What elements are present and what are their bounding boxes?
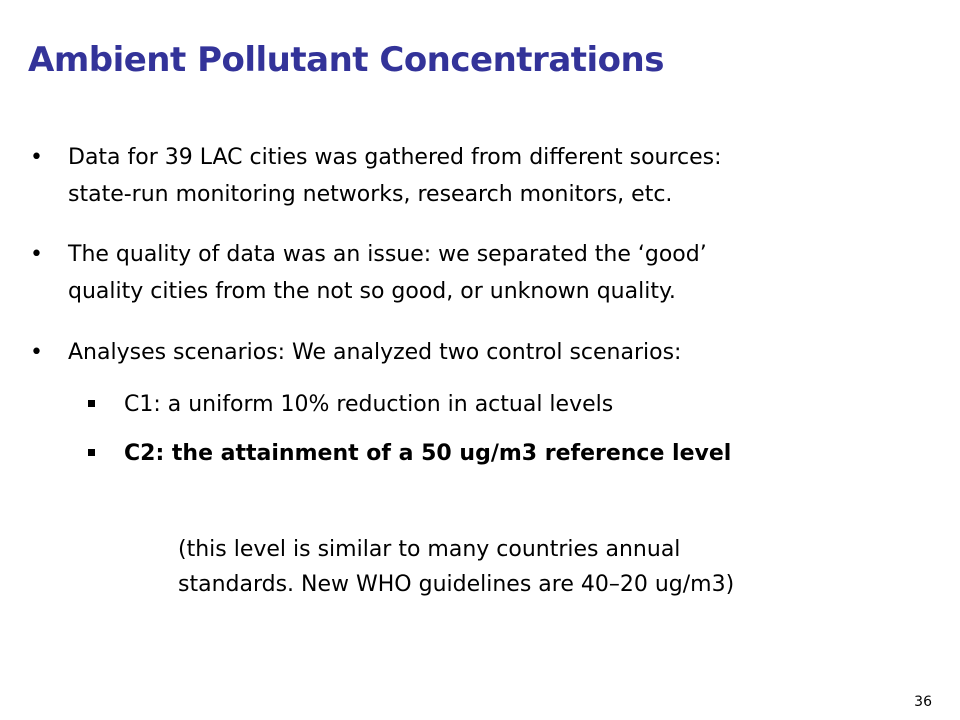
bullet-text [68, 236, 948, 310]
square-bullet-icon [88, 400, 95, 407]
bullet-line: Data for 39 LAC cities was gathered from different sources: [68, 145, 722, 170]
bullet-line: The quality of data was an issue: we separated the ‘good’ [68, 242, 707, 267]
bullet-dot-icon: • [30, 145, 43, 170]
bullet-text [68, 139, 948, 213]
bullet-line: Analyses scenarios: We analyzed two control scenarios: [68, 340, 682, 365]
slide-title: Ambient Pollutant Concentrations [28, 40, 664, 80]
note-text [178, 532, 898, 602]
bullet-dot-icon: • [30, 242, 43, 267]
page-number: 36 [914, 694, 932, 710]
note-line: standards. New WHO guidelines are 40–20 ug/m3) [178, 572, 735, 597]
sub-bullet-text: C1: a uniform 10% reduction in actual levels [124, 392, 614, 417]
bullet-line: quality cities from the not so good, or unknown quality. [68, 279, 676, 304]
bullet-line: state-run monitoring networks, research monitors, etc. [68, 182, 673, 207]
sub-bullet-text: C2: the attainment of a 50 ug/m3 reference level [124, 441, 732, 466]
note-line: (this level is similar to many countries annual [178, 537, 681, 562]
square-bullet-icon [88, 449, 95, 456]
bullet-dot-icon: • [30, 340, 43, 365]
bullet-text [68, 334, 948, 371]
